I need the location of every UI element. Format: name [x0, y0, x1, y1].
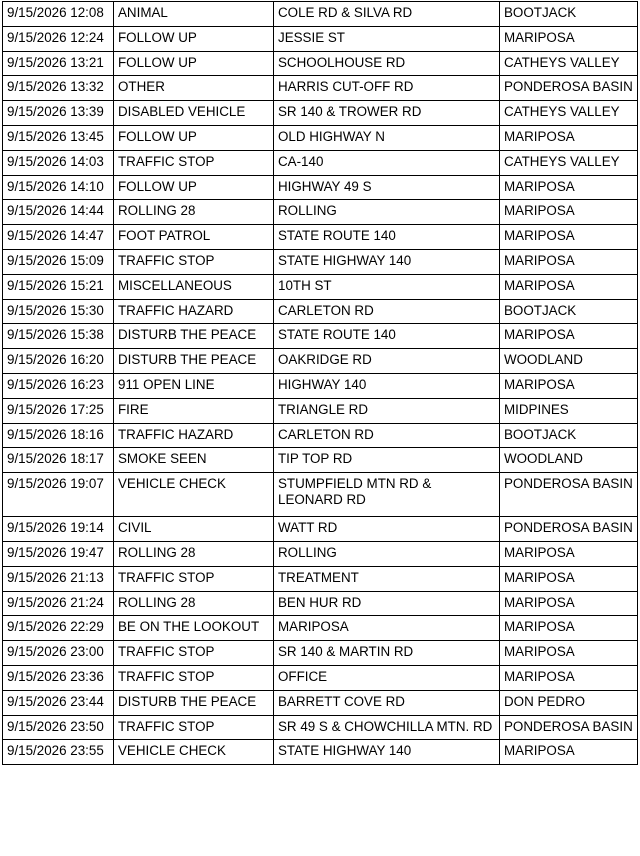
- location-cell: JESSIE ST: [274, 26, 500, 51]
- location-cell: COLE RD & SILVA RD: [274, 2, 500, 27]
- location-cell: OLD HIGHWAY N: [274, 125, 500, 150]
- call-type-cell: ROLLING 28: [114, 200, 274, 225]
- table-row: [3, 740, 638, 765]
- location-cell: WATT RD: [274, 517, 500, 542]
- call-type-cell: SMOKE SEEN: [114, 448, 274, 473]
- city-cell: CATHEYS VALLEY: [500, 150, 638, 175]
- city-cell: BOOTJACK: [500, 423, 638, 448]
- call-type-cell: BE ON THE LOOKOUT: [114, 616, 274, 641]
- location-cell: ROLLING: [274, 200, 500, 225]
- table-row: [3, 76, 638, 101]
- location-cell: OFFICE: [274, 665, 500, 690]
- city-cell: MARIPOSA: [500, 566, 638, 591]
- datetime-cell: 9/15/2026 15:21: [3, 274, 114, 299]
- table-row: [3, 566, 638, 591]
- datetime-cell: 9/15/2026 23:50: [3, 715, 114, 740]
- call-type-cell: TRAFFIC HAZARD: [114, 299, 274, 324]
- datetime-cell: 9/15/2026 23:00: [3, 641, 114, 666]
- location-cell: TREATMENT: [274, 566, 500, 591]
- city-cell: CATHEYS VALLEY: [500, 51, 638, 76]
- location-cell: ROLLING: [274, 541, 500, 566]
- location-cell: HIGHWAY 140: [274, 373, 500, 398]
- location-cell: TIP TOP RD: [274, 448, 500, 473]
- city-cell: MARIPOSA: [500, 324, 638, 349]
- city-cell: MARIPOSA: [500, 740, 638, 765]
- call-type-cell: FOLLOW UP: [114, 125, 274, 150]
- datetime-cell: 9/15/2026 12:08: [3, 2, 114, 27]
- table-row: [3, 591, 638, 616]
- datetime-cell: 9/15/2026 15:38: [3, 324, 114, 349]
- datetime-cell: 9/15/2026 17:25: [3, 398, 114, 423]
- table-row: [3, 125, 638, 150]
- datetime-cell: 9/15/2026 14:47: [3, 225, 114, 250]
- call-type-cell: ROLLING 28: [114, 591, 274, 616]
- table-row: [3, 324, 638, 349]
- table-row: [3, 299, 638, 324]
- location-cell: CARLETON RD: [274, 299, 500, 324]
- call-type-cell: CIVIL: [114, 517, 274, 542]
- city-cell: MARIPOSA: [500, 591, 638, 616]
- location-cell: SR 140 & MARTIN RD: [274, 641, 500, 666]
- table-row: [3, 690, 638, 715]
- city-cell: BOOTJACK: [500, 299, 638, 324]
- table-row: [3, 373, 638, 398]
- city-cell: CATHEYS VALLEY: [500, 101, 638, 126]
- datetime-cell: 9/15/2026 16:20: [3, 349, 114, 374]
- datetime-cell: 9/15/2026 14:44: [3, 200, 114, 225]
- city-cell: MARIPOSA: [500, 26, 638, 51]
- call-type-cell: TRAFFIC STOP: [114, 715, 274, 740]
- call-type-cell: OTHER: [114, 76, 274, 101]
- table-row: [3, 665, 638, 690]
- call-type-cell: FOLLOW UP: [114, 175, 274, 200]
- location-cell: CARLETON RD: [274, 423, 500, 448]
- location-cell: BARRETT COVE RD: [274, 690, 500, 715]
- datetime-cell: 9/15/2026 12:24: [3, 26, 114, 51]
- location-cell: OAKRIDGE RD: [274, 349, 500, 374]
- table-row: [3, 616, 638, 641]
- table-row: [3, 2, 638, 27]
- city-cell: MARIPOSA: [500, 225, 638, 250]
- table-row: [3, 349, 638, 374]
- location-cell: HARRIS CUT-OFF RD: [274, 76, 500, 101]
- table-row: [3, 225, 638, 250]
- datetime-cell: 9/15/2026 15:09: [3, 249, 114, 274]
- location-cell: MARIPOSA: [274, 616, 500, 641]
- city-cell: PONDEROSA BASIN: [500, 473, 638, 517]
- city-cell: MARIPOSA: [500, 541, 638, 566]
- datetime-cell: 9/15/2026 14:03: [3, 150, 114, 175]
- call-type-cell: VEHICLE CHECK: [114, 473, 274, 517]
- call-log-body: [3, 2, 638, 765]
- datetime-cell: 9/15/2026 23:44: [3, 690, 114, 715]
- datetime-cell: 9/15/2026 19:07: [3, 473, 114, 517]
- call-type-cell: TRAFFIC STOP: [114, 566, 274, 591]
- call-type-cell: DISTURB THE PEACE: [114, 324, 274, 349]
- datetime-cell: 9/15/2026 19:47: [3, 541, 114, 566]
- location-cell: STATE ROUTE 140: [274, 225, 500, 250]
- city-cell: MARIPOSA: [500, 616, 638, 641]
- call-type-cell: 911 OPEN LINE: [114, 373, 274, 398]
- table-row: [3, 423, 638, 448]
- city-cell: MARIPOSA: [500, 274, 638, 299]
- city-cell: MARIPOSA: [500, 125, 638, 150]
- datetime-cell: 9/15/2026 15:30: [3, 299, 114, 324]
- location-cell: TRIANGLE RD: [274, 398, 500, 423]
- city-cell: PONDEROSA BASIN: [500, 517, 638, 542]
- table-row: [3, 274, 638, 299]
- table-row: [3, 641, 638, 666]
- table-row: [3, 200, 638, 225]
- table-row: [3, 715, 638, 740]
- table-row: [3, 101, 638, 126]
- datetime-cell: 9/15/2026 13:21: [3, 51, 114, 76]
- call-type-cell: DISTURB THE PEACE: [114, 349, 274, 374]
- city-cell: MARIPOSA: [500, 641, 638, 666]
- call-type-cell: ANIMAL: [114, 2, 274, 27]
- datetime-cell: 9/15/2026 13:45: [3, 125, 114, 150]
- location-cell: CA-140: [274, 150, 500, 175]
- table-row: [3, 398, 638, 423]
- location-cell: HIGHWAY 49 S: [274, 175, 500, 200]
- city-cell: PONDEROSA BASIN: [500, 76, 638, 101]
- datetime-cell: 9/15/2026 18:16: [3, 423, 114, 448]
- city-cell: DON PEDRO: [500, 690, 638, 715]
- location-cell: STATE ROUTE 140: [274, 324, 500, 349]
- city-cell: MIDPINES: [500, 398, 638, 423]
- datetime-cell: 9/15/2026 16:23: [3, 373, 114, 398]
- call-type-cell: FOLLOW UP: [114, 51, 274, 76]
- datetime-cell: 9/15/2026 19:14: [3, 517, 114, 542]
- call-type-cell: TRAFFIC STOP: [114, 150, 274, 175]
- city-cell: MARIPOSA: [500, 665, 638, 690]
- city-cell: MARIPOSA: [500, 200, 638, 225]
- table-row: [3, 175, 638, 200]
- datetime-cell: 9/15/2026 18:17: [3, 448, 114, 473]
- call-type-cell: DISTURB THE PEACE: [114, 690, 274, 715]
- city-cell: PONDEROSA BASIN: [500, 715, 638, 740]
- call-type-cell: TRAFFIC STOP: [114, 641, 274, 666]
- call-type-cell: VEHICLE CHECK: [114, 740, 274, 765]
- city-cell: BOOTJACK: [500, 2, 638, 27]
- datetime-cell: 9/15/2026 23:36: [3, 665, 114, 690]
- call-log-table: [2, 1, 638, 765]
- table-row: [3, 249, 638, 274]
- call-type-cell: FOLLOW UP: [114, 26, 274, 51]
- city-cell: WOODLAND: [500, 448, 638, 473]
- location-cell: STATE HIGHWAY 140: [274, 740, 500, 765]
- table-row: [3, 26, 638, 51]
- table-row: [3, 541, 638, 566]
- datetime-cell: 9/15/2026 13:39: [3, 101, 114, 126]
- call-type-cell: ROLLING 28: [114, 541, 274, 566]
- call-type-cell: TRAFFIC HAZARD: [114, 423, 274, 448]
- datetime-cell: 9/15/2026 23:55: [3, 740, 114, 765]
- call-type-cell: TRAFFIC STOP: [114, 249, 274, 274]
- datetime-cell: 9/15/2026 21:24: [3, 591, 114, 616]
- location-cell: SR 49 S & CHOWCHILLA MTN. RD: [274, 715, 500, 740]
- call-type-cell: TRAFFIC STOP: [114, 665, 274, 690]
- call-type-cell: FIRE: [114, 398, 274, 423]
- location-cell: SCHOOLHOUSE RD: [274, 51, 500, 76]
- table-row: [3, 473, 638, 517]
- call-type-cell: FOOT PATROL: [114, 225, 274, 250]
- city-cell: MARIPOSA: [500, 249, 638, 274]
- location-cell: STUMPFIELD MTN RD & LEONARD RD: [274, 473, 500, 517]
- datetime-cell: 9/15/2026 21:13: [3, 566, 114, 591]
- table-row: [3, 51, 638, 76]
- city-cell: MARIPOSA: [500, 175, 638, 200]
- city-cell: WOODLAND: [500, 349, 638, 374]
- city-cell: MARIPOSA: [500, 373, 638, 398]
- table-row: [3, 517, 638, 542]
- location-cell: SR 140 & TROWER RD: [274, 101, 500, 126]
- location-cell: 10TH ST: [274, 274, 500, 299]
- table-row: [3, 150, 638, 175]
- datetime-cell: 9/15/2026 14:10: [3, 175, 114, 200]
- datetime-cell: 9/15/2026 13:32: [3, 76, 114, 101]
- call-type-cell: DISABLED VEHICLE: [114, 101, 274, 126]
- location-cell: BEN HUR RD: [274, 591, 500, 616]
- call-type-cell: MISCELLANEOUS: [114, 274, 274, 299]
- location-cell: STATE HIGHWAY 140: [274, 249, 500, 274]
- datetime-cell: 9/15/2026 22:29: [3, 616, 114, 641]
- table-row: [3, 448, 638, 473]
